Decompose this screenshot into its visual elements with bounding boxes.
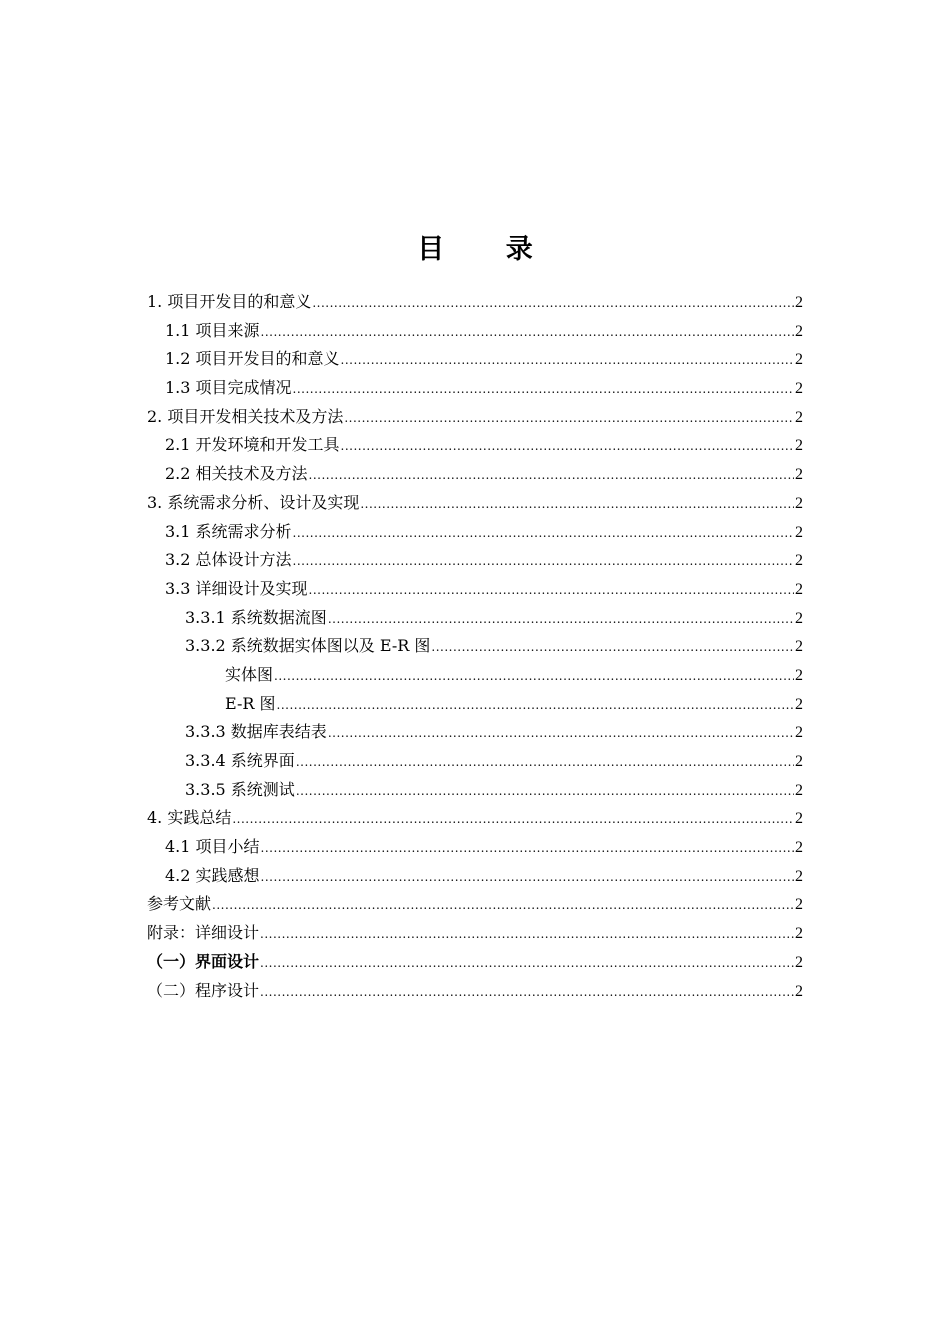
- toc-page-number: 2: [795, 781, 803, 799]
- toc-entry-entity-diagram[interactable]: [147, 661, 803, 690]
- toc-entry-ui-design[interactable]: [147, 948, 803, 977]
- toc-page-number: 2: [795, 724, 803, 742]
- dot-leader: [261, 834, 794, 863]
- toc-page-number: 2: [795, 294, 803, 311]
- toc-entry-text: 2. 项目开发相关技术及方法: [147, 406, 344, 426]
- toc-entry-text: 附录：详细设计: [147, 923, 260, 943]
- toc-entry-text: 4.2 实践感想: [165, 865, 260, 885]
- toc-page-number: 2: [795, 925, 803, 943]
- toc-entry-text: 4. 实践总结: [147, 808, 232, 828]
- toc-entry-2-2[interactable]: [147, 460, 803, 489]
- toc-entry-references[interactable]: [147, 890, 803, 919]
- toc-entry-er-diagram[interactable]: [147, 690, 803, 719]
- toc-entry-text: 1.3 项目完成情况: [165, 378, 292, 398]
- dot-leader: [274, 662, 794, 691]
- toc-page-number: 2: [795, 839, 803, 857]
- toc-entry-program-design[interactable]: [147, 977, 803, 1006]
- dot-leader: [260, 920, 794, 949]
- dot-leader: [293, 519, 794, 548]
- toc-entry-3-1[interactable]: [147, 518, 803, 547]
- toc-entry-text: E-R 图: [225, 693, 276, 713]
- toc-entry-3-3[interactable]: [147, 575, 803, 604]
- dot-leader: [309, 461, 794, 490]
- dot-leader: [232, 805, 794, 834]
- toc-entry-3[interactable]: [147, 489, 803, 518]
- dot-leader: [296, 748, 794, 777]
- toc-entry-1[interactable]: [147, 288, 803, 317]
- toc-entry-text: 4.1 项目小结: [165, 837, 260, 857]
- toc-entry-text: 参考文献: [147, 894, 212, 914]
- dot-leader: [328, 719, 794, 748]
- toc-entry-appendix[interactable]: [147, 919, 803, 948]
- toc-entry-text: 3.3.4 系统界面: [185, 751, 295, 770]
- toc-entry-4-1[interactable]: [147, 833, 803, 862]
- dot-leader: [261, 863, 794, 892]
- toc-entry-text: （一）界面设计: [147, 951, 260, 971]
- toc-page-number: 2: [795, 982, 803, 1000]
- toc-entry-1-3[interactable]: [147, 374, 803, 403]
- toc-entry-1-2[interactable]: [147, 345, 803, 374]
- dot-leader: [431, 633, 794, 662]
- toc-entry-text: 1. 项目开发目的和意义: [147, 292, 312, 311]
- dot-leader: [293, 375, 794, 404]
- dot-leader: [360, 490, 794, 519]
- toc-page-number: 2: [795, 695, 803, 713]
- toc-entry-text: 3.3.5 系统测试: [185, 779, 295, 799]
- toc-entry-text: （二）程序设计: [147, 980, 260, 1000]
- toc-page-number: 2: [795, 609, 803, 627]
- toc-page-number: 2: [795, 466, 803, 484]
- toc-page-number: 2: [795, 580, 803, 598]
- toc-entry-text: 2.1 开发环境和开发工具: [165, 435, 340, 455]
- toc-entry-text: 1.2 项目开发目的和意义: [165, 349, 340, 369]
- toc-page-number: 2: [795, 867, 803, 885]
- toc-entry-text: 3.2 总体设计方法: [165, 550, 292, 570]
- toc-page-number: 2: [795, 408, 803, 426]
- dot-leader: [212, 891, 794, 920]
- dot-leader: [260, 949, 794, 978]
- toc-entry-3-3-2[interactable]: [147, 632, 803, 661]
- toc-entry-3-3-1[interactable]: [147, 604, 803, 633]
- toc-entry-text: 实体图: [225, 664, 274, 684]
- toc-entry-text: 1.1 项目来源: [165, 320, 260, 340]
- dot-leader: [277, 691, 794, 720]
- toc-entry-text: 3.1 系统需求分析: [165, 521, 292, 541]
- dot-leader: [296, 777, 794, 806]
- toc-page-number: 2: [795, 953, 803, 971]
- toc-entry-text: 3. 系统需求分析、设计及实现: [147, 492, 360, 512]
- toc-entry-text: 3.3.1 系统数据流图: [185, 607, 327, 627]
- toc-entry-1-1[interactable]: [147, 317, 803, 346]
- toc-entry-4-2[interactable]: [147, 862, 803, 891]
- dot-leader: [328, 605, 794, 634]
- toc-entry-2[interactable]: [147, 403, 803, 432]
- dot-leader: [261, 318, 794, 347]
- toc-page-number: 2: [795, 810, 803, 828]
- toc-page-number: 2: [795, 380, 803, 398]
- dot-leader: [341, 432, 794, 461]
- dot-leader: [293, 547, 794, 576]
- toc-entry-text: 3.3 详细设计及实现: [165, 578, 308, 598]
- toc-title: 目 录: [417, 234, 559, 265]
- toc-entry-text: 3.3.3 数据库表结表: [185, 722, 327, 742]
- toc-page-number: 2: [795, 638, 803, 656]
- toc-page-number: 2: [795, 753, 803, 770]
- toc-page-number: 2: [795, 322, 803, 340]
- toc-entry-3-3-3[interactable]: [147, 718, 803, 747]
- toc-entry-4[interactable]: [147, 804, 803, 833]
- dot-leader: [341, 346, 794, 375]
- toc-page-number: 2: [795, 351, 803, 369]
- toc-entry-text: 2.2 相关技术及方法: [165, 464, 308, 484]
- dot-leader: [309, 576, 794, 605]
- toc-list: [147, 288, 803, 1005]
- dot-leader: [260, 978, 794, 1007]
- toc-page-number: 2: [795, 523, 803, 541]
- dot-leader: [312, 289, 794, 318]
- toc-page-number: 2: [795, 666, 803, 684]
- toc-page-number: 2: [795, 437, 803, 455]
- toc-entry-3-3-4[interactable]: [147, 747, 803, 776]
- dot-leader: [344, 404, 794, 433]
- toc-entry-text: 3.3.2 系统数据实体图以及 E-R 图: [185, 636, 431, 656]
- toc-entry-3-3-5[interactable]: [147, 776, 803, 805]
- toc-entry-3-2[interactable]: [147, 546, 803, 575]
- toc-page-number: 2: [795, 494, 803, 512]
- toc-page-number: 2: [795, 552, 803, 570]
- toc-entry-2-1[interactable]: [147, 431, 803, 460]
- toc-page-number: 2: [795, 896, 803, 914]
